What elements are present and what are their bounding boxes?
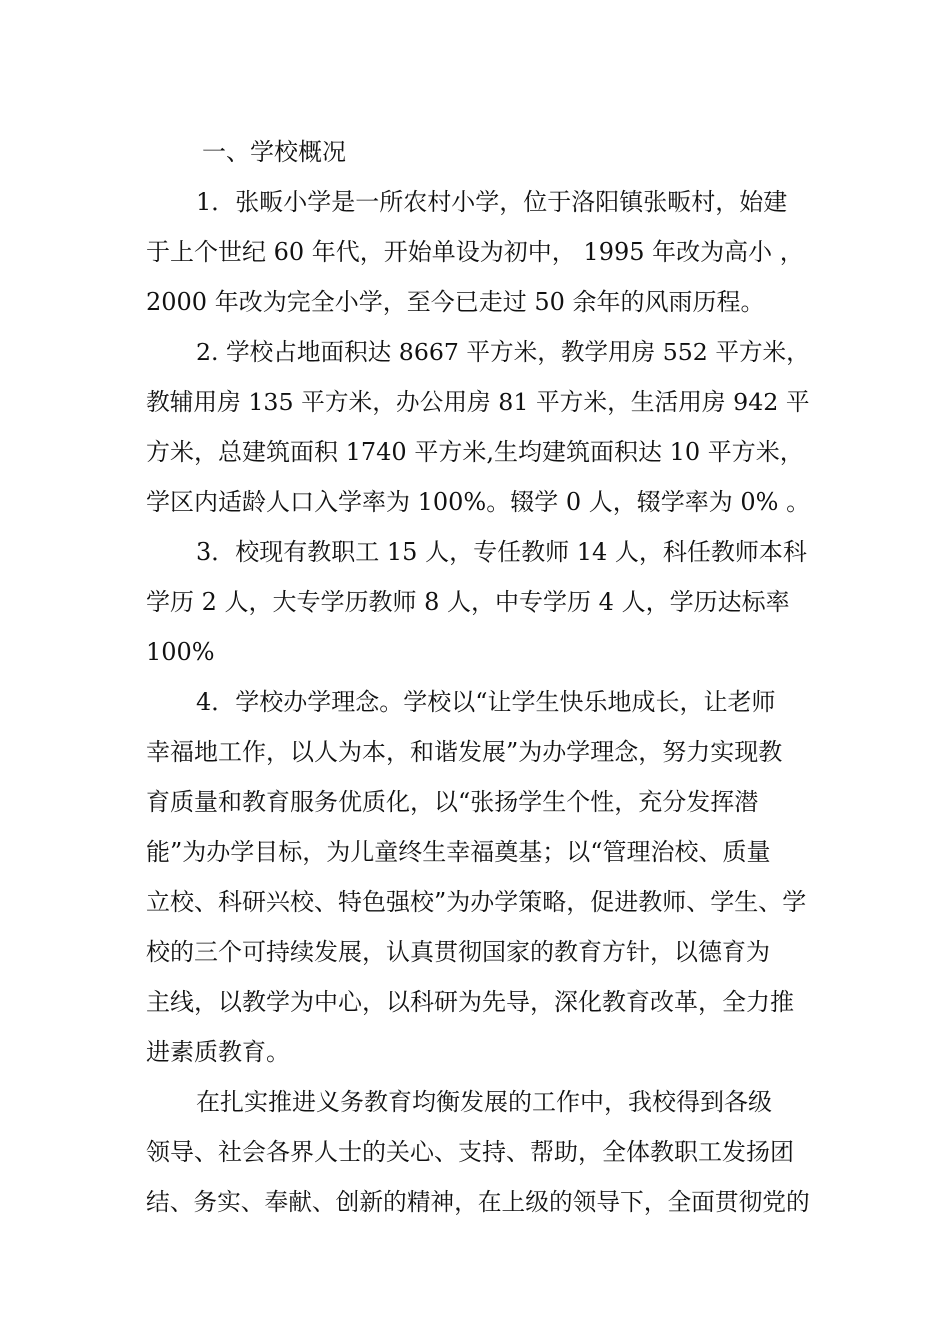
- text-line: 进素质教育。: [146, 1038, 290, 1066]
- paragraph: [146, 327, 810, 527]
- text-line: 学历 2 人，大专学历教师 8 人，中专学历 4 人，学历达标率: [146, 588, 790, 616]
- text-line: 于上个世纪 60 年代，开始单设为初中， 1995 年改为高小 ，: [146, 238, 804, 266]
- document-body: [146, 127, 810, 1227]
- text-line: 立校、科研兴校、特色强校”为办学策略，促进教师、学生、学: [146, 888, 807, 916]
- text-line: 3．校现有教职工 15 人，专任教师 14 人，科任教师本科: [196, 538, 807, 566]
- text-line: 能”为办学目标，为儿童终生幸福奠基；以“管理治校、质量: [146, 838, 771, 866]
- text-line: 主线，以教学为中心，以科研为先导，深化教育改革，全力推: [146, 988, 794, 1016]
- text-line: 育质量和教育服务优质化，以“张扬学生个性，充分发挥潜: [146, 788, 759, 816]
- paragraph-list: [146, 177, 810, 1227]
- text-line: 方米，总建筑面积 1740 平方米,生均建筑面积达 10 平方米，: [146, 438, 804, 466]
- text-line: 校的三个可持续发展，认真贯彻国家的教育方针，以德育为: [146, 938, 770, 966]
- text-line: 学区内适龄人口入学率为 100%。辍学 0 人，辍学率为 0% 。: [146, 488, 811, 516]
- text-line: 2. 学校占地面积达 8667 平方米，教学用房 552 平方米，: [196, 338, 810, 366]
- text-line: 教辅用房 135 平方米，办公用房 81 平方米，生活用房 942 平: [146, 388, 810, 416]
- text-line: 100%: [146, 638, 215, 666]
- text-line: 2000 年改为完全小学，至今已走过 50 余年的风雨历程。: [146, 288, 765, 316]
- paragraph: [146, 527, 810, 677]
- paragraph: [146, 677, 810, 1077]
- text-line: 幸福地工作，以人为本，和谐发展”为办学理念，努力实现教: [146, 738, 783, 766]
- text-line: 4．学校办学理念。学校以“让学生快乐地成长，让老师: [196, 688, 776, 716]
- paragraph: [146, 177, 810, 327]
- section-heading: 一、学校概况: [202, 138, 346, 166]
- text-line: 1．张畈小学是一所农村小学，位于洛阳镇张畈村，始建: [196, 188, 788, 216]
- text-line: 领导、社会各界人士的关心、支持、帮助，全体教职工发扬团: [146, 1138, 794, 1166]
- text-line: 结、务实、奉献、创新的精神，在上级的领导下，全面贯彻党的: [146, 1188, 810, 1216]
- paragraph: [146, 1077, 810, 1227]
- text-line: 在扎实推进义务教育均衡发展的工作中，我校得到各级: [196, 1088, 772, 1116]
